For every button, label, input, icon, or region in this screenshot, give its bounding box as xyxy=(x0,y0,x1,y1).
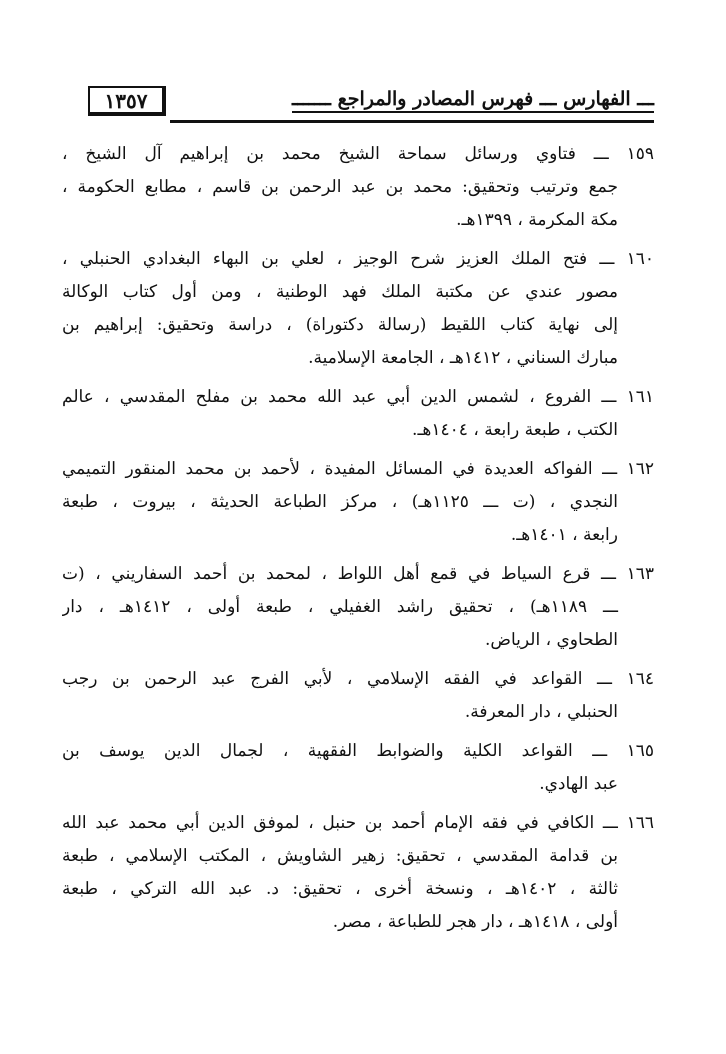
entry-line: الكتب ، طبعة رابعة ، ١٤٠٤هـ. xyxy=(412,420,618,440)
entry-line: الطحاوي ، الرياض. xyxy=(485,630,618,650)
entry-line: ١٦٤ ـــ القواعد في الفقه الإسلامي ، لأبي الفرج عبد الرحمن بن رجب xyxy=(62,669,654,689)
bibliography-list xyxy=(62,138,654,939)
entry-line: ١٥٩ ـــ فتاوي ورسائل سماحة الشيخ محمد بن إبراهيم آل الشيخ ، xyxy=(62,144,654,164)
entry-line: ١٦٥ ـــ القواعد الكلية والضوابط الفقهية ، لجمال الدين يوسف بن xyxy=(62,741,654,761)
entry-line: ١٦٢ ـــ الفواكه العديدة في المسائل المفيدة ، لأحمد بن محمد المنقور التميمي xyxy=(62,459,654,479)
entry-line: ١٦١ ـــ الفروع ، لشمس الدين أبي عبد الله محمد بن مفلح المقدسي ، عالم xyxy=(62,387,654,407)
entry-line: ١٦٣ ـــ قرع السياط في قمع أهل اللواط ، لمحمد بن أحمد السفاريني ، (ت xyxy=(62,564,654,584)
entry-line: ١٦٠ ـــ فتح الملك العزيز شرح الوجيز ، لعلي بن البهاء البغدادي الحنبلي ، xyxy=(62,249,654,269)
bibliography-entry-165 xyxy=(62,735,654,801)
bibliography-entry-162 xyxy=(62,453,654,552)
running-title: ـــ الفهارس ـــ فهرس المصادر والمراجع ـــــــ xyxy=(292,88,654,113)
entry-line: عبد الهادي. xyxy=(539,774,618,794)
page-header xyxy=(60,82,654,126)
entry-line: النجدي ، (ت ـــ ١١٢٥هـ) ، مركز الطباعة الحديثة ، بيروت ، طبعة xyxy=(62,492,618,512)
entry-line: بن قدامة المقدسي ، تحقيق: زهير الشاويش ، المكتب الإسلامي ، طبعة xyxy=(62,846,618,866)
entry-line: رابعة ، ١٤٠١هـ. xyxy=(510,525,618,545)
bibliography-entry-166 xyxy=(62,807,654,939)
entry-line: أولى ، ١٤١٨هـ ، دار هجر للطباعة ، مصر. xyxy=(332,912,618,932)
page-number: ١٣٥٧ xyxy=(88,86,166,116)
entry-line: ـــ ١١٨٩هـ) ، تحقيق راشد الغفيلي ، طبعة أولى ، ١٤١٢هـ ، دار xyxy=(62,597,618,617)
bibliography-entry-160 xyxy=(62,243,654,375)
entry-line: مكة المكرمة ، ١٣٩٩هـ. xyxy=(456,210,618,230)
entry-line: الحنبلي ، دار المعرفة. xyxy=(464,702,618,722)
entry-line: جمع وترتيب وتحقيق: محمد بن عبد الرحمن بن قاسم ، مطابع الحكومة ، xyxy=(62,177,618,197)
entry-line: مصور عندي عن مكتبة الملك فهد الوطنية ، ومن أول كتاب الوكالة xyxy=(62,282,618,302)
bibliography-entry-163 xyxy=(62,558,654,657)
bibliography-entry-159 xyxy=(62,138,654,237)
entry-line: مبارك السناني ، ١٤١٢هـ ، الجامعة الإسلامية. xyxy=(308,348,618,368)
entry-line: إلى نهاية كتاب اللقيط (رسالة دكتوراة) ، دراسة وتحقيق: إبراهيم بن xyxy=(62,315,618,335)
entry-line: ١٦٦ ـــ الكافي في فقه الإمام أحمد بن حنبل ، لموفق الدين أبي محمد عبد الله xyxy=(62,813,654,833)
bibliography-entry-164 xyxy=(62,663,654,729)
bibliography-entry-161 xyxy=(62,381,654,447)
entry-line: ثالثة ، ١٤٠٢هـ ، ونسخة أخرى ، تحقيق: د. عبد الله التركي ، طبعة xyxy=(62,879,618,899)
header-rule xyxy=(170,120,654,123)
